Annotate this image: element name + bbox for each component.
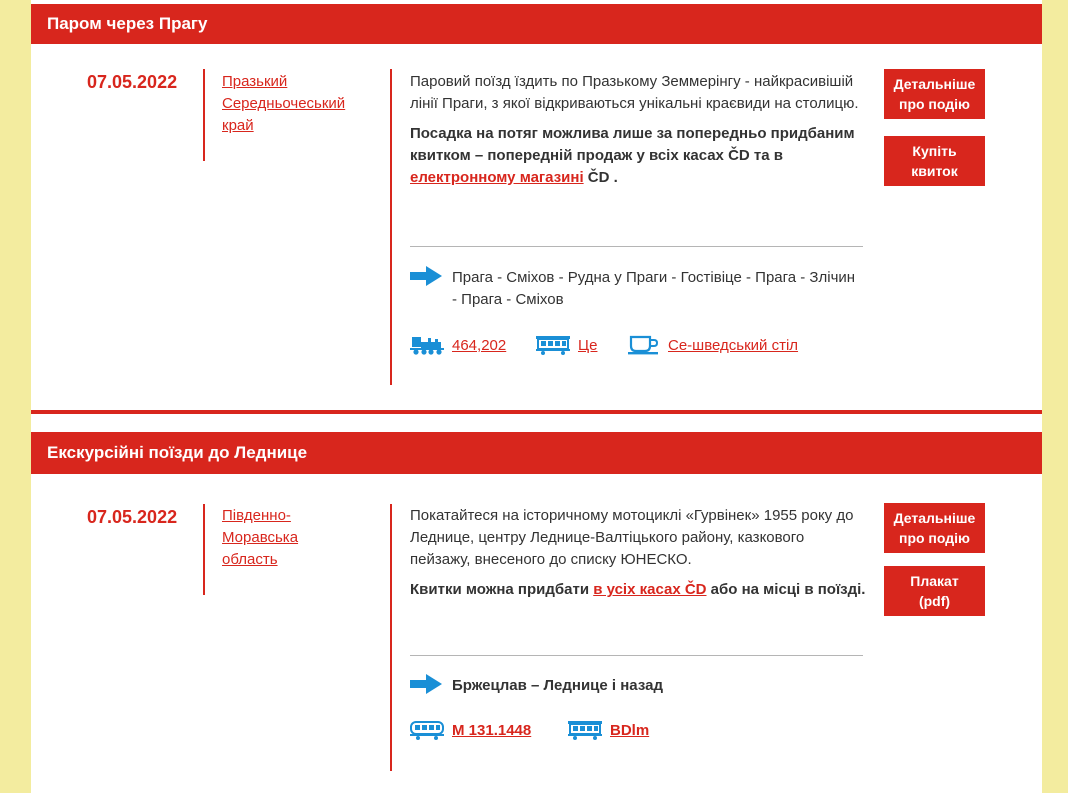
button-label: Детальніше — [893, 76, 976, 92]
feature-link[interactable]: BDlm — [610, 721, 650, 739]
ticket-text: або на місці в поїзді. — [706, 581, 866, 598]
feature-link[interactable]: Це — [578, 336, 598, 354]
event-title: Паром через Прагу — [31, 4, 1042, 44]
railway-carriage-icon — [568, 720, 602, 740]
region-line: Празький — [222, 73, 288, 90]
region-line: край — [222, 117, 254, 134]
event-date: 07.05.2022 — [87, 72, 178, 92]
separator — [410, 246, 863, 247]
coffee-cup-icon — [628, 335, 660, 355]
ticket-info — [410, 579, 866, 601]
details-button[interactable] — [884, 503, 985, 553]
region-line: область — [222, 551, 278, 568]
ticket-text: Квитки можна придбати — [410, 581, 594, 598]
route-text: Бржецлав – Леднице і назад — [452, 677, 663, 694]
divider — [390, 69, 392, 385]
event-description — [410, 71, 866, 189]
feature-link[interactable]: Се-шведський стіл — [668, 336, 799, 354]
divider — [390, 504, 392, 771]
railway-carriage-icon — [536, 335, 570, 355]
arrow-right-icon — [410, 673, 442, 695]
railcar-icon — [410, 720, 444, 740]
button-label: квиток — [911, 163, 958, 179]
description-text: Паровий поїзд їздить по Празькому Земмерінгу - найкрасивішій лінії Праги, з якої відкриваються унікальні краєвиди на столицю. — [410, 73, 859, 112]
button-label: Купіть — [912, 143, 957, 159]
divider — [203, 69, 205, 161]
ticket-text: Посадка на потяг можлива лише за попередньо придбаним квитком – попередній продаж у всіх касах ČD та в — [410, 125, 855, 164]
poster-pdf-button[interactable] — [884, 566, 985, 616]
event-title: Екскурсійні поїзди до Леднице — [31, 432, 1042, 474]
region-line: Середньочеський — [222, 95, 346, 112]
ticket-text: ČD . — [583, 169, 618, 186]
event-card — [31, 0, 1042, 410]
divider — [203, 504, 205, 595]
arrow-right-icon — [410, 265, 442, 287]
region-line: Південно- — [222, 507, 291, 524]
button-label: Плакат — [910, 573, 959, 589]
region-link[interactable] — [222, 505, 372, 571]
button-label: про подію — [898, 530, 970, 546]
section-gap — [31, 414, 1042, 432]
region-link[interactable] — [222, 71, 372, 137]
steam-locomotive-icon — [410, 335, 444, 355]
feature-railcar — [410, 718, 531, 742]
feature-buffet — [628, 333, 798, 357]
events-page — [31, 0, 1042, 793]
feature-carriage — [536, 333, 597, 357]
separator — [410, 655, 863, 656]
ticket-info — [410, 123, 866, 189]
event-card — [31, 432, 1042, 793]
feature-locomotive — [410, 333, 506, 357]
region-line: Моравська — [222, 529, 299, 546]
feature-link[interactable]: M 131.1448 — [452, 721, 532, 739]
feature-carriage — [568, 718, 649, 742]
details-button[interactable] — [884, 69, 985, 119]
buy-ticket-button[interactable] — [884, 136, 985, 186]
route-text: Прага - Сміхов - Рудна у Праги - Гостівіце - Прага - Злічин - Прага - Сміхов — [452, 269, 856, 308]
button-label: Детальніше — [893, 510, 976, 526]
button-label: (pdf) — [918, 593, 951, 609]
e-shop-link[interactable]: електронному магазині — [410, 169, 584, 186]
ticket-offices-link[interactable]: в усіх касах ČD — [593, 581, 707, 598]
event-description — [410, 505, 866, 601]
button-label: про подію — [898, 96, 970, 112]
description-text: Покатайтеся на історичному мотоциклі «Гурвінек» 1955 року до Леднице, центру Леднице-Валтіцького району, казкового пейзажу, внесеного до списку ЮНЕСКО. — [410, 507, 854, 568]
feature-link[interactable]: 464,202 — [452, 336, 507, 354]
event-date: 07.05.2022 — [87, 507, 178, 527]
